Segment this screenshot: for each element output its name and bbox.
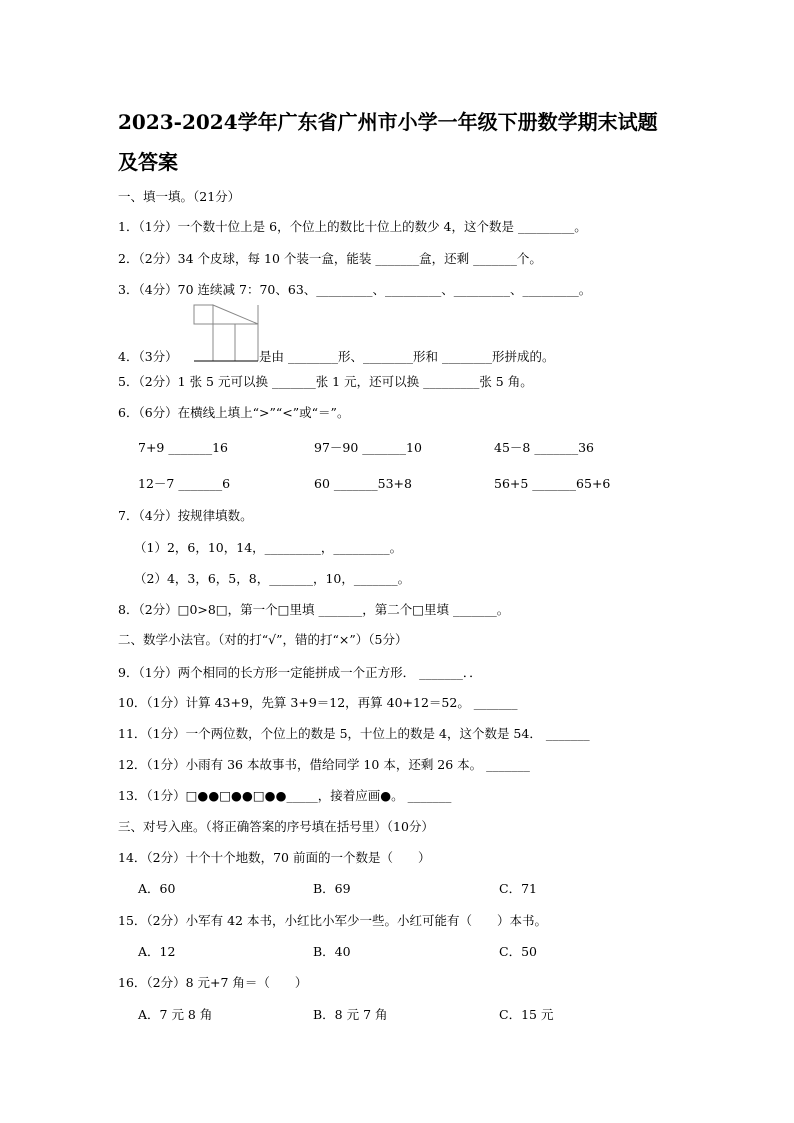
question-5: 5．（2分）1 张 5 元可以换 _______张 1 元，还可以换 _________张 5 角。 (118, 374, 533, 389)
section-1-heading: 一、填一填。（21分） (118, 189, 241, 204)
question-11: 11．（1分）一个两位数，个位上的数是 5，十位上的数是 4，这个数是 54． _______ (118, 726, 590, 741)
title: 2023-2024学年广东省广州市小学一年级下册数学期末试题 (118, 110, 658, 134)
section-3-heading: 三、对号入座。（将正确答案的序号填在括号里）（10分） (118, 819, 434, 834)
compare-item: 12－7 _______6 (138, 476, 231, 491)
compare-item: 97－90 _______10 (314, 440, 422, 455)
question-14: 14．（2分）十个十个地数，70 前面的一个数是（ ） (118, 850, 431, 865)
option-b: B．69 (313, 881, 351, 896)
question-4: 是由 ________形、________形和 ________形拼成的。 (259, 349, 555, 364)
question-15: 15．（2分）小军有 42 本书，小红比小军少一些。小红可能有（ ）本书。 (118, 913, 547, 928)
title-line2: 及答案 (118, 150, 178, 174)
option-c: C．71 (499, 881, 537, 896)
compare-item: 7+9 _______16 (138, 440, 229, 455)
question-13: 13．（1分）□●●□●●□●●_____，接着应画●。 _______ (118, 788, 452, 803)
option-c: C．15 元 (499, 1007, 554, 1022)
question-4-prefix: 4．（3分） (118, 349, 178, 364)
question-16: 16．（2分）8 元+7 角＝（ ） (118, 975, 308, 990)
question-6: 6．（6分）在横线上填上“>”“<”或“＝”。 (118, 405, 350, 420)
section-2-heading: 二、数学小法官。（对的打“√”，错的打“×”）（5分） (118, 632, 408, 647)
compare-item: 45－8 _______36 (494, 440, 594, 455)
question-3: 3．（4分）70 连续减 7：70、63、_________、_________、_________、_________。 (118, 282, 592, 297)
question-1: 1．（1分）一个数十位上是 6，个位上的数比十位上的数少 4，这个数是 _________。 (118, 219, 587, 234)
option-b: B．8 元 7 角 (313, 1007, 388, 1022)
compare-item: 56+5 _______65+6 (494, 476, 611, 491)
option-b: B．40 (313, 944, 351, 959)
option-a: A．12 (138, 944, 176, 959)
shape-figure (190, 303, 262, 365)
question-2: 2．（2分）34 个皮球，每 10 个装一盒，能装 _______盒，还剩 _______个。 (118, 251, 542, 266)
question-9: 9．（1分）两个相同的长方形一定能拼成一个正方形． _______．． (118, 665, 482, 680)
option-c: C．50 (499, 944, 537, 959)
question-8: 8．（2分）□0>8□，第一个□里填 _______，第二个□里填 _______。 (118, 602, 510, 617)
question-7-part-1: （1）2，6，10，14，_________，_________。 (134, 540, 403, 555)
option-a: A．7 元 8 角 (138, 1007, 213, 1022)
question-10: 10．（1分）计算 43+9，先算 3+9＝12，再算 40+12＝52。 _______ (118, 695, 518, 710)
question-7-part-2: （2）4，3，6，5，8，_______，10，_______。 (134, 571, 411, 586)
compare-item: 60 _______53+8 (314, 476, 412, 491)
option-a: A．60 (138, 881, 176, 896)
question-12: 12．（1分）小雨有 36 本故事书，借给同学 10 本，还剩 26 本。 _______ (118, 757, 530, 772)
question-7: 7．（4分）按规律填数。 (118, 508, 253, 523)
